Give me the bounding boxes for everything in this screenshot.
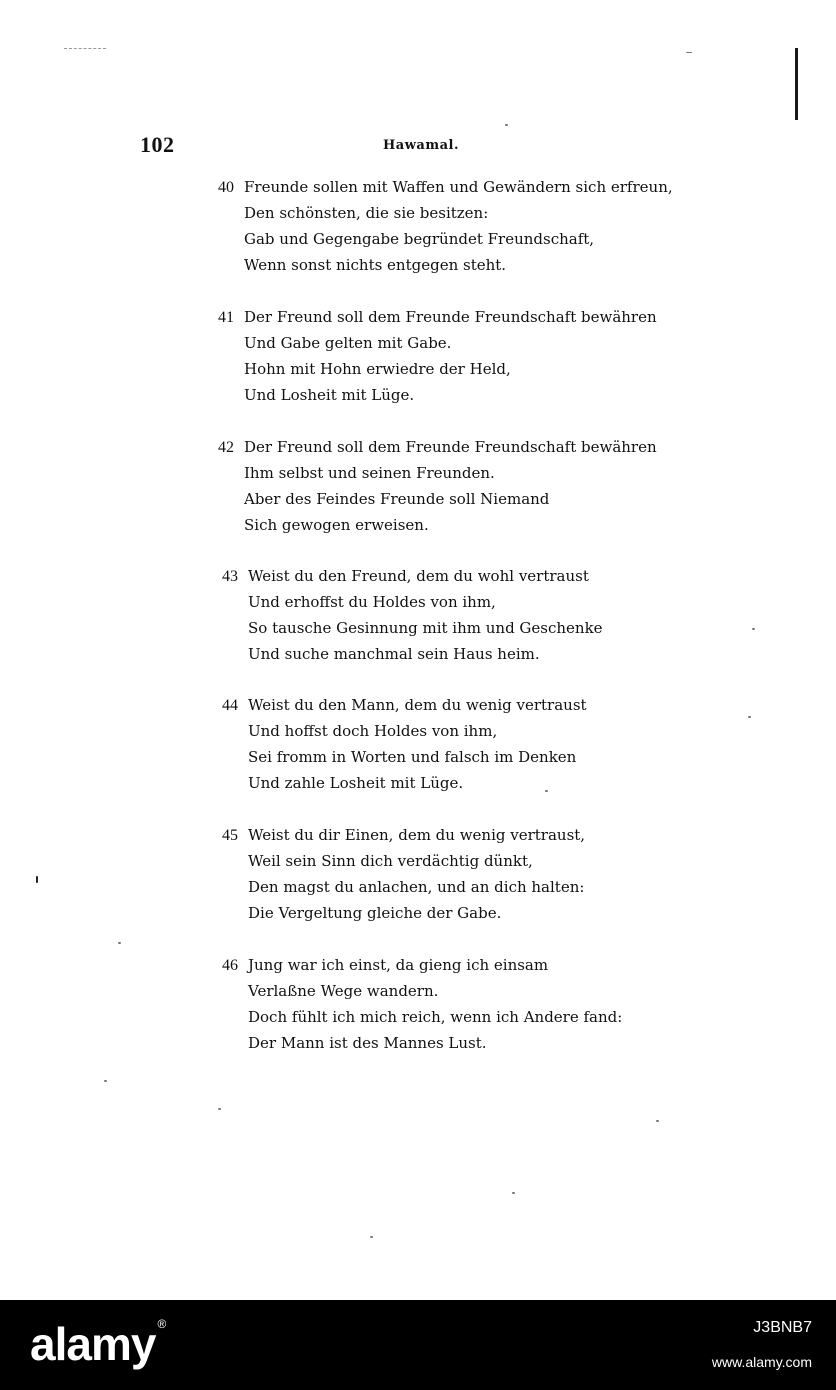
verse-line: Sich gewogen erweisen. xyxy=(244,516,429,534)
watermark-footer xyxy=(0,1300,836,1390)
verse-line: Und Gabe gelten mit Gabe. xyxy=(244,334,452,352)
stanza-number: 44 xyxy=(222,697,238,714)
verse-line: Und suche manchmal sein Haus heim. xyxy=(248,645,540,663)
scan-speck xyxy=(752,628,755,630)
verse-line: So tausche Gesinnung mit ihm und Geschenke xyxy=(248,619,603,637)
verse-line: Weil sein Sinn dich verdächtig dünkt, xyxy=(248,852,533,870)
verse-line: Den magst du anlachen, und an dich halten: xyxy=(248,878,585,896)
verse-line: Der Mann ist des Mannes Lust. xyxy=(248,1034,487,1052)
verse-line-first: 46 Jung war ich einst, da gieng ich einsam xyxy=(222,952,662,978)
watermark-url: www.alamy.com xyxy=(711,1354,812,1370)
page-edge-rule xyxy=(795,48,798,120)
stanza xyxy=(222,822,662,926)
stanza xyxy=(222,952,662,1056)
scan-speck xyxy=(512,1192,515,1194)
verse-line: Ihm selbst und seinen Freunden. xyxy=(244,464,495,482)
verse-line: Und erhoffst du Holdes von ihm, xyxy=(248,593,496,611)
verse-line: Aber des Feindes Freunde soll Niemand xyxy=(244,490,550,508)
stanza xyxy=(218,174,673,278)
verse-line: Die Vergeltung gleiche der Gabe. xyxy=(248,904,502,922)
scan-speck xyxy=(656,1120,659,1122)
stanza-number: 41 xyxy=(218,309,234,326)
running-head: Hawamal. xyxy=(383,138,459,153)
stanza xyxy=(218,434,658,538)
image-id: J3BNB7 xyxy=(753,1319,812,1336)
scan-speck xyxy=(505,124,508,126)
verse-line-first: 45 Weist du dir Einen, dem du wenig vertraust, xyxy=(222,822,662,848)
verse-line: Hohn mit Hohn erwiedre der Held, xyxy=(244,360,511,378)
verse-line-first: 44 Weist du den Mann, dem du wenig vertraust xyxy=(222,692,662,718)
verse-line: Und hoffst doch Holdes von ihm, xyxy=(248,722,498,740)
verse-line: Und Losheit mit Lüge. xyxy=(244,386,415,404)
scan-speck xyxy=(218,1108,221,1110)
stanza xyxy=(222,563,662,667)
verse-line: Doch fühlt ich mich reich, wenn ich Andere fand: xyxy=(248,1008,623,1026)
scan-speck xyxy=(36,876,38,883)
stanza xyxy=(222,692,662,796)
stanza-number: 43 xyxy=(222,568,238,585)
stanza-number: 40 xyxy=(218,179,234,196)
stanza xyxy=(218,304,658,408)
scan-speck xyxy=(118,942,121,944)
alamy-logo: alamy ® xyxy=(30,1317,166,1370)
verse-line: Den schönsten, die sie besitzen: xyxy=(244,204,489,222)
scan-speck xyxy=(370,1236,373,1238)
verse-line: Und zahle Losheit mit Lüge. xyxy=(248,774,464,792)
stanza-number: 45 xyxy=(222,827,238,844)
verse-line-first: 43 Weist du den Freund, dem du wohl vertraust xyxy=(222,563,662,589)
scan-speck xyxy=(686,52,692,53)
verse-line-first: 42 Der Freund soll dem Freunde Freundschaft bewähren xyxy=(218,434,658,460)
verse-line: Sei fromm in Worten und falsch im Denken xyxy=(248,748,577,766)
scan-speck xyxy=(748,716,751,718)
registered-mark-icon: ® xyxy=(157,1317,166,1331)
verse-line: Verlaßne Wege wandern. xyxy=(248,982,439,1000)
scan-artifact-dashes xyxy=(64,48,106,50)
verse-line: Wenn sonst nichts entgegen steht. xyxy=(244,256,507,274)
page-number: 102 xyxy=(140,132,175,157)
scan-speck xyxy=(104,1080,107,1082)
verse-line: Gab und Gegengabe begründet Freundschaft, xyxy=(244,230,595,248)
verse-line-first: 41 Der Freund soll dem Freunde Freundschaft bewähren xyxy=(218,304,658,330)
stanza-number: 42 xyxy=(218,439,234,456)
stanza-number: 46 xyxy=(222,957,238,974)
verse-line-first: 40 Freunde sollen mit Waffen und Gewändern sich erfreun, xyxy=(218,174,658,200)
